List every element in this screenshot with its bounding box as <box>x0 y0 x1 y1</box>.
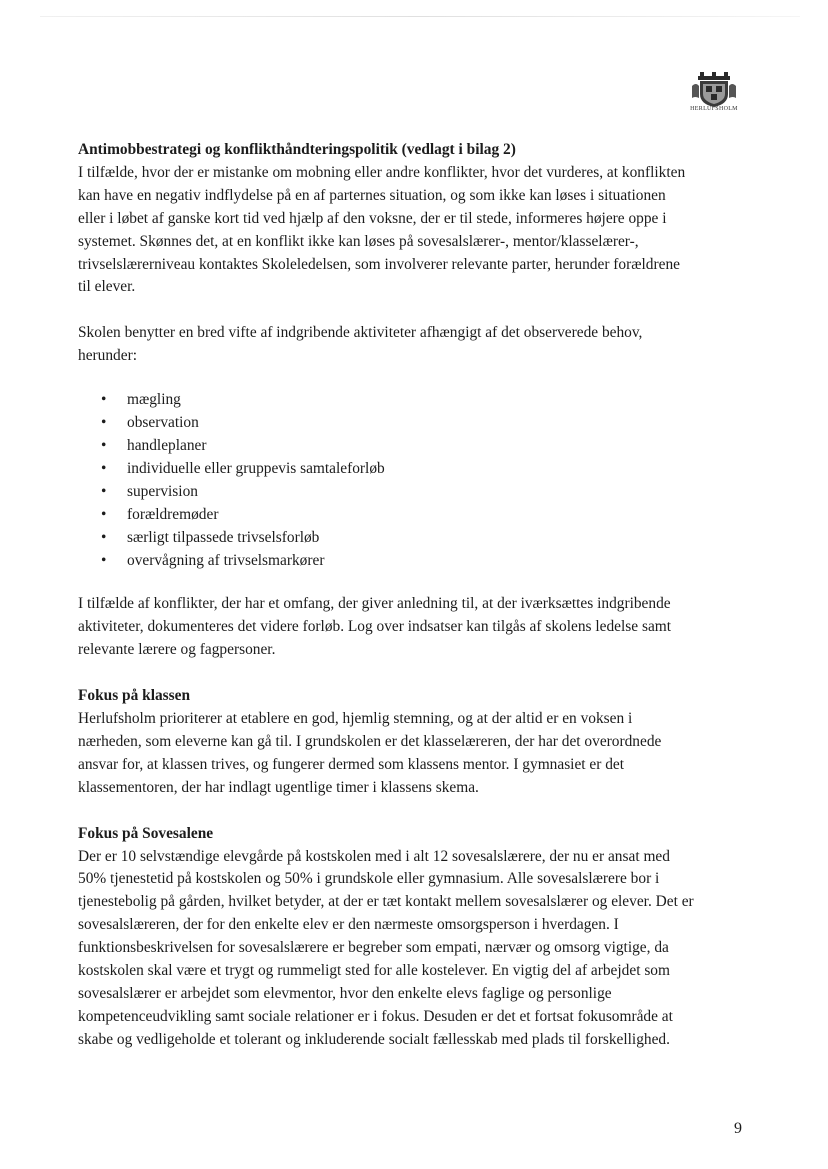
text-line: systemet. Skønnes det, at en konflikt ikke kan løses på sovesalslærer-, mentor/klasselærer-, <box>78 232 639 250</box>
bullet-icon: • <box>101 505 107 523</box>
list-item-label: forældremøder <box>127 505 219 523</box>
section-fokus-sovesalene <box>78 823 758 1052</box>
scan-artifact-line <box>40 16 800 17</box>
text-line: funktionsbeskrivelsen for sovesalslærere er begreber som empati, nærvær og omsorg vigtige, da <box>78 939 669 957</box>
section-fokus-klassen <box>78 685 758 800</box>
bullet-icon: • <box>101 414 107 432</box>
section-aktiviteter <box>78 322 758 572</box>
herlufsholm-crest-logo <box>688 72 740 120</box>
list-item-label: individuelle eller gruppevis samtaleforløb <box>127 459 385 477</box>
list-item-label: observation <box>127 414 199 432</box>
section-antimobbestrategi <box>78 139 758 299</box>
text-line: til elever. <box>78 278 136 296</box>
text-line: kostskolen skal være et trygt og rummeligt sted for alle kostelever. En vigtig del af arbejdet som <box>78 962 670 980</box>
section-heading: Fokus på klassen <box>78 687 191 705</box>
list-item <box>101 435 758 458</box>
list-item <box>101 550 758 573</box>
text-line: klassementoren, der har indlagt ugentlige timer i klassens skema. <box>78 778 479 796</box>
text-line: trivselslærerniveau kontaktes Skoleledelsen, som involverer relevante parter, herunder forældrene <box>78 255 680 273</box>
text-line: kompetenceudvikling samt sociale relationer er i fokus. Desuden er det et fortsat fokusområde at <box>78 1007 673 1025</box>
crest-icon <box>688 72 740 108</box>
list-item <box>101 458 758 481</box>
bullet-icon: • <box>101 528 107 546</box>
list-item <box>101 412 758 435</box>
list-item <box>101 481 758 504</box>
list-item <box>101 504 758 527</box>
text-line: relevante lærere og fagpersoner. <box>78 641 276 659</box>
bullet-icon: • <box>101 391 107 409</box>
list-item-label: supervision <box>127 482 198 500</box>
text-line: 50% tjenestetid på kostskolen og 50% i grundskole eller gymnasium. Alle sovesalslærere bor i <box>78 870 660 888</box>
text-line: I tilfælde, hvor der er mistanke om mobning eller andre konflikter, hvor det vurderes, at konflikten <box>78 163 686 181</box>
list-item-label: mægling <box>127 391 181 409</box>
text-line: aktiviteter, dokumenteres det videre forløb. Log over indsatser kan tilgås af skolens ledelse samt <box>78 618 672 636</box>
text-line: tjenestebolig på gården, hvilket betyder, at der er tæt kontakt mellem sovesalslærer og elever. Det er <box>78 893 694 911</box>
document-body <box>78 139 758 1075</box>
section-konflikter <box>78 593 758 662</box>
list-item-label: særligt tilpassede trivselsforløb <box>127 528 320 546</box>
text-line: eller i løbet af ganske kort tid ved hjælp af den voksne, der er til stede, informeres højere oppe i <box>78 209 667 227</box>
section-heading: Antimobbestrategi og konflikthåndteringspolitik (vedlagt i bilag 2) <box>78 141 516 158</box>
list-item-label: overvågning af trivselsmarkører <box>127 551 325 569</box>
list-item-label: handleplaner <box>127 436 207 454</box>
text-line: herunder: <box>78 347 137 365</box>
text-line: kan have en negativ indflydelse på en af parternes situation, og som ikke kan løses i situationen <box>78 186 666 204</box>
text-line: Herlufsholm prioriterer at etablere en god, hjemlig stemning, og at der altid er en voksen i <box>78 710 633 728</box>
text-line: Der er 10 selvstændige elevgårde på kostskolen med i alt 12 sovesalslærere, der nu er ansat med <box>78 847 670 865</box>
activities-list <box>78 389 758 572</box>
text-line: nærheden, som eleverne kan gå til. I grundskolen er det klasselæreren, der har det overordnede <box>78 732 662 750</box>
section-heading: Fokus på Sovesalene <box>78 824 214 842</box>
text-line: ansvar for, at klassen trives, og fungerer dermed som klassens mentor. I gymnasiet er det <box>78 755 625 773</box>
text-line: sovesalslærer er arbejdet som elevmentor, hvor den enkelte elevs faglige og personlige <box>78 985 612 1002</box>
text-line: I tilfælde af konflikter, der har et omfang, der giver anledning til, at der iværksættes indgribende <box>78 595 671 613</box>
bullet-icon: • <box>101 459 107 477</box>
bullet-icon: • <box>101 436 107 454</box>
bullet-icon: • <box>101 482 107 500</box>
text-line: skabe og vedligeholde et tolerant og inkluderende socialt fællesskab med plads til forskellighed. <box>78 1030 670 1048</box>
logo-caption: HERLUFSHOLM <box>690 106 738 112</box>
list-item <box>101 389 758 412</box>
text-line: sovesalslæreren, der for den enkelte elev er den nærmeste omsorgsperson i hverdagen. I <box>78 916 619 934</box>
bullet-icon: • <box>101 551 107 569</box>
page-number: 9 <box>734 1120 742 1137</box>
list-item <box>101 527 758 550</box>
text-line: Skolen benytter en bred vifte af indgribende aktiviteter afhængigt af det observerede behov, <box>78 324 643 342</box>
